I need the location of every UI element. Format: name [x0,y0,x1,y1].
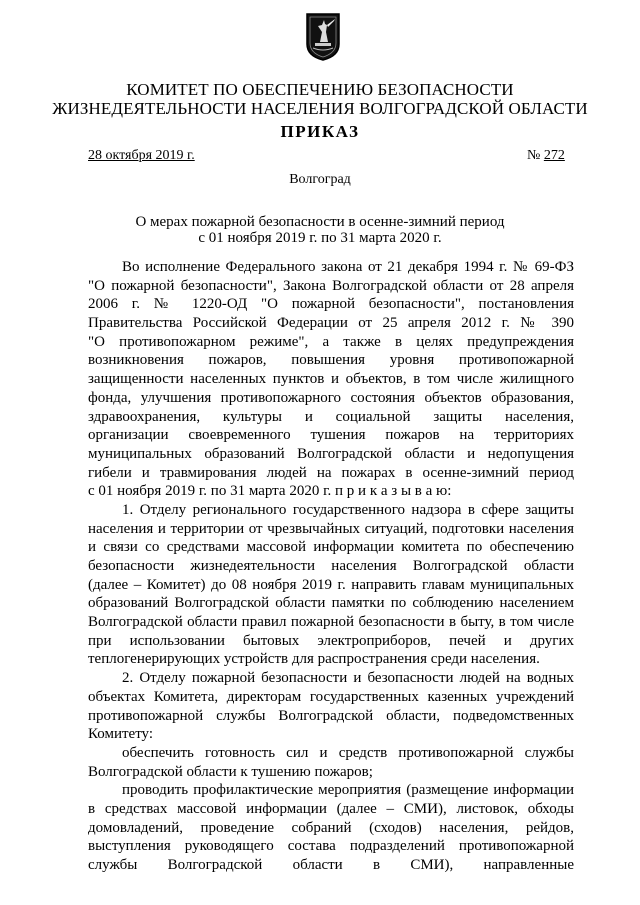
body-line: защищенности населенных пунктов и объектов, в том числе жилищного [88,371,574,388]
body-line: с 01 ноября 2019 г. по 31 марта 2020 г. п р и к а з ы в а ю: [88,483,452,500]
body-line: 1. Отделу регионального государственного надзора в сфере защиты [122,501,574,518]
order-body [88,258,574,875]
body-line: населения и территории от чрезвычайных ситуаций, подготовки населения [88,520,574,537]
body-line: здравоохранения, культуры и социальной защиты населения, [88,408,574,425]
body-line: проводить профилактические мероприятия (размещение информации [122,782,574,799]
document-type-title: ПРИКАЗ [280,122,360,141]
body-line: "О пожарной безопасности", Закона Волгоградской области от 28 апреля [88,277,574,294]
organization-name-line-1: КОМИТЕТ ПО ОБЕСПЕЧЕНИЮ БЕЗОПАСНОСТИ [126,80,514,99]
body-line: фонда, улучшения противопожарного состояния объектов образования, [88,389,574,406]
order-number-value: 272 [543,148,565,163]
body-line: Волгоградской области правил пожарной безопасности в быту, в том числе [88,614,574,631]
body-line: муниципальных образований Волгоградской области и недопущения [88,445,574,462]
body-line: службы Волгоградской области в СМИ), направленные [88,857,574,873]
body-line: образований Волгоградской области памятки по соблюдению населением [88,595,574,612]
order-date: 28 октября 2019 г. [88,148,195,163]
body-line: объектах Комитета, директорам государственных казенных учреждений [88,688,574,705]
body-line: 2006 г. № 1220-ОД "О пожарной безопасности", постановления [88,296,574,313]
volgograd-coat-of-arms-icon [305,12,341,62]
body-line: при использовании бытовых электроприборов, печей и других [88,632,574,649]
body-line: безопасности жизнедеятельности населения Волгоградской области [88,558,574,574]
organization-name-line-2: ЖИЗНЕДЕЯТЕЛЬНОСТИ НАСЕЛЕНИЯ ВОЛГОГРАДСКОЙ ОБЛАСТИ [52,99,588,118]
body-line: обеспечить готовность сил и средств противопожарной службы [122,744,574,761]
body-line: домовладений, проведение собраний (сходов) населения, рейдов, [88,819,574,836]
order-number [527,148,565,164]
body-line: возникновения пожаров, повышения уровня противопожарной [88,352,574,369]
body-line: выступления руководящего состава подразделений противопожарной [88,838,574,855]
body-line: организации своевременного тушения пожаров на территориях [88,427,574,444]
body-line: Комитету: [88,726,154,743]
body-line: гибели и травмирования людей на пожарах в осенне-зимний период [88,464,574,481]
body-line: Волгоградской области к тушению пожаров; [88,763,373,780]
number-sign: № [527,148,541,163]
order-subject-line-2: с 01 ноября 2019 г. по 31 марта 2020 г. [198,230,442,246]
order-subject-line-1: О мерах пожарной безопасности в осенне-зимний период [135,214,505,230]
body-line: противопожарной службы Волгоградской области, подведомственных [88,707,574,724]
body-line: (далее – Комитет) до 08 ноября 2019 г. направить главам муниципальных [88,576,574,593]
body-line: теплогенерирующих устройств для распространения среди населения. [88,651,540,668]
body-line: в средствах массовой информации (далее – СМИ), листовок, обходы [88,800,574,817]
body-line: Правительства Российской Федерации от 25 апреля 2012 г. № 390 [88,315,574,332]
body-line: 2. Отделу пожарной безопасности и безопасности людей на водных [122,670,574,687]
city-name: Волгоград [289,172,351,187]
body-line: Во исполнение Федерального закона от 21 декабря 1994 г. № 69-ФЗ [122,259,574,275]
body-line: и связи со средствами массовой информации комитета по обеспечению [88,539,574,556]
body-line: "О противопожарном режиме", а также в целях предупреждения [88,333,574,350]
